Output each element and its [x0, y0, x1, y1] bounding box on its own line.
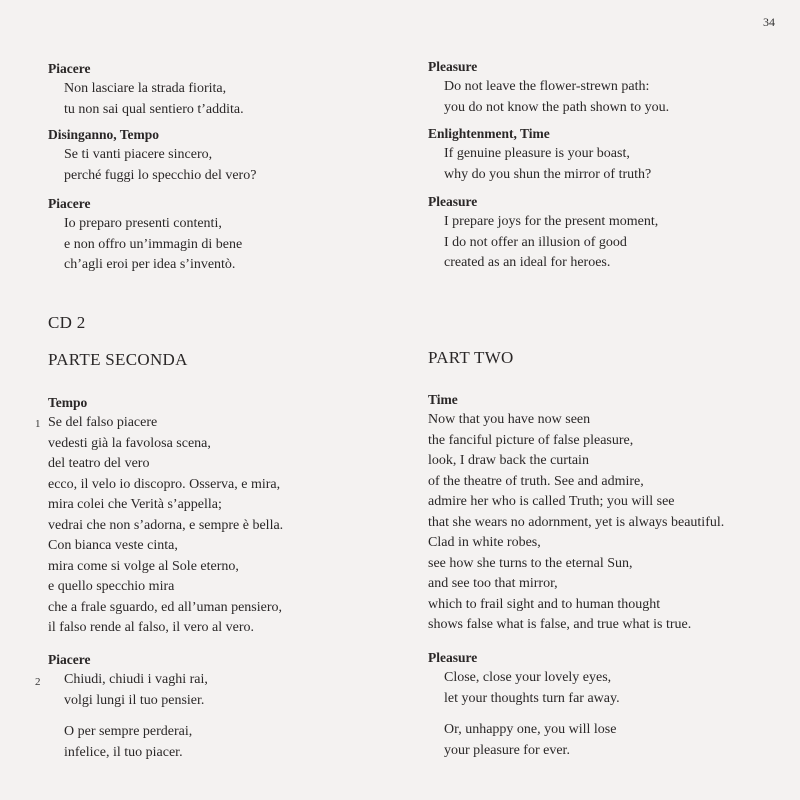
libretto-block-time [428, 390, 788, 636]
verse-line: Now that you have now seen [428, 412, 591, 427]
verse-line: let your thoughts turn far away. [444, 690, 620, 706]
verse-line: created as an ideal for heroes. [444, 255, 611, 270]
verse-line: Io preparo presenti contenti, [64, 216, 222, 231]
stanza [428, 668, 788, 709]
speaker-name: Pleasure [428, 59, 478, 74]
speaker-name: Piacere [48, 652, 91, 667]
verse-line: why do you shun the mirror of truth? [444, 166, 652, 182]
stanza [428, 720, 788, 761]
verse-line: volgi lungi il tuo pensier. [64, 692, 205, 708]
stanza [48, 722, 393, 763]
verse-line: perché fuggi lo specchio del vero? [64, 167, 257, 183]
verse-line: your pleasure for ever. [444, 742, 570, 758]
verse-line: If genuine pleasure is your boast, [444, 146, 630, 161]
verse-line: see how she turns to the eternal Sun, [428, 555, 633, 571]
stanza [48, 670, 393, 711]
verse-line: mira come si volge al Sole eterno, [48, 558, 239, 574]
verse-line: e quello specchio mira [48, 579, 175, 594]
verse-line: Chiudi, chiudi i vaghi rai, [64, 672, 208, 687]
verse-line: Se del falso piacere [48, 415, 158, 430]
verse-line: ecco, il velo io discopro. Osserva, e mira, [48, 476, 281, 492]
libretto-block [48, 125, 393, 186]
verse-line: del teatro del vero [48, 456, 150, 471]
verse-line: infelice, il tuo piacer. [64, 744, 183, 760]
verse-line: vedesti già la favolosa scena, [48, 435, 211, 451]
track-number: 2 [35, 676, 41, 688]
speaker-name: Disinganno, Tempo [48, 127, 160, 142]
libretto-block [428, 192, 788, 274]
verse-line: Do not leave the flower-strewn path: [444, 79, 650, 94]
verse-line: mira colei che Verità s’appella; [48, 497, 222, 512]
cd-label: CD 2 [48, 313, 86, 332]
verse-line: look, I draw back the curtain [428, 453, 589, 468]
verse-line: Con bianca veste cinta, [48, 538, 178, 553]
verse-line: tu non sai qual sentiero t’addita. [64, 101, 244, 117]
verse-line: I do not offer an illusion of good [444, 234, 627, 250]
verse-line: you do not know the path shown to you. [444, 99, 670, 115]
verse-line: Non lasciare la strada fiorita, [64, 81, 227, 96]
libretto-block [428, 124, 788, 185]
speaker-name: Pleasure [428, 650, 478, 665]
libretto-block-piacere [48, 650, 393, 763]
verse-line: Se ti vanti piacere sincero, [64, 147, 213, 162]
page-number: 34 [763, 15, 775, 29]
part-title: PART TWO [428, 348, 514, 367]
verse-line: admire her who is called Truth; you will see [428, 494, 675, 509]
libretto-block-pleasure [428, 648, 788, 761]
verse-line: che a frale sguardo, ed all’uman pensiero, [48, 599, 283, 615]
verse-line: Close, close your lovely eyes, [444, 670, 612, 685]
verse-line: O per sempre perderai, [64, 724, 193, 739]
track-number: 1 [35, 418, 41, 430]
libretto-block [48, 59, 393, 120]
verse-line: of the theatre of truth. See and admire, [428, 473, 644, 489]
speaker-name: Time [428, 392, 458, 407]
verse-line: ch’agli eroi per idea s’inventò. [64, 257, 236, 272]
libretto-block-tempo [48, 393, 393, 639]
verse-line: that she wears no adornment, yet is always beautiful. [428, 514, 725, 530]
speaker-name: Pleasure [428, 194, 478, 209]
verse-line: the fanciful picture of false pleasure, [428, 432, 634, 448]
speaker-name: Enlightenment, Time [428, 126, 550, 141]
verse-line: and see too that mirror, [428, 576, 558, 591]
part-title: PARTE SECONDA [48, 350, 188, 369]
verse-line: e non offro un’immagin di bene [64, 236, 243, 252]
verse-line: which to frail sight and to human thought [428, 596, 661, 612]
speaker-name: Tempo [48, 395, 88, 410]
verse-line: vedrai che non s’adorna, e sempre è bella. [48, 517, 284, 533]
verse-line: Clad in white robes, [428, 535, 541, 550]
verse-line: I prepare joys for the present moment, [444, 214, 659, 229]
libretto-block [48, 194, 393, 276]
verse-line: shows false what is false, and true what is true. [428, 617, 692, 632]
speaker-name: Piacere [48, 61, 91, 76]
verse-line: Or, unhappy one, you will lose [444, 722, 617, 737]
verse-line: il falso rende al falso, il vero al vero. [48, 620, 255, 635]
libretto-block [428, 57, 788, 118]
speaker-name: Piacere [48, 196, 91, 211]
